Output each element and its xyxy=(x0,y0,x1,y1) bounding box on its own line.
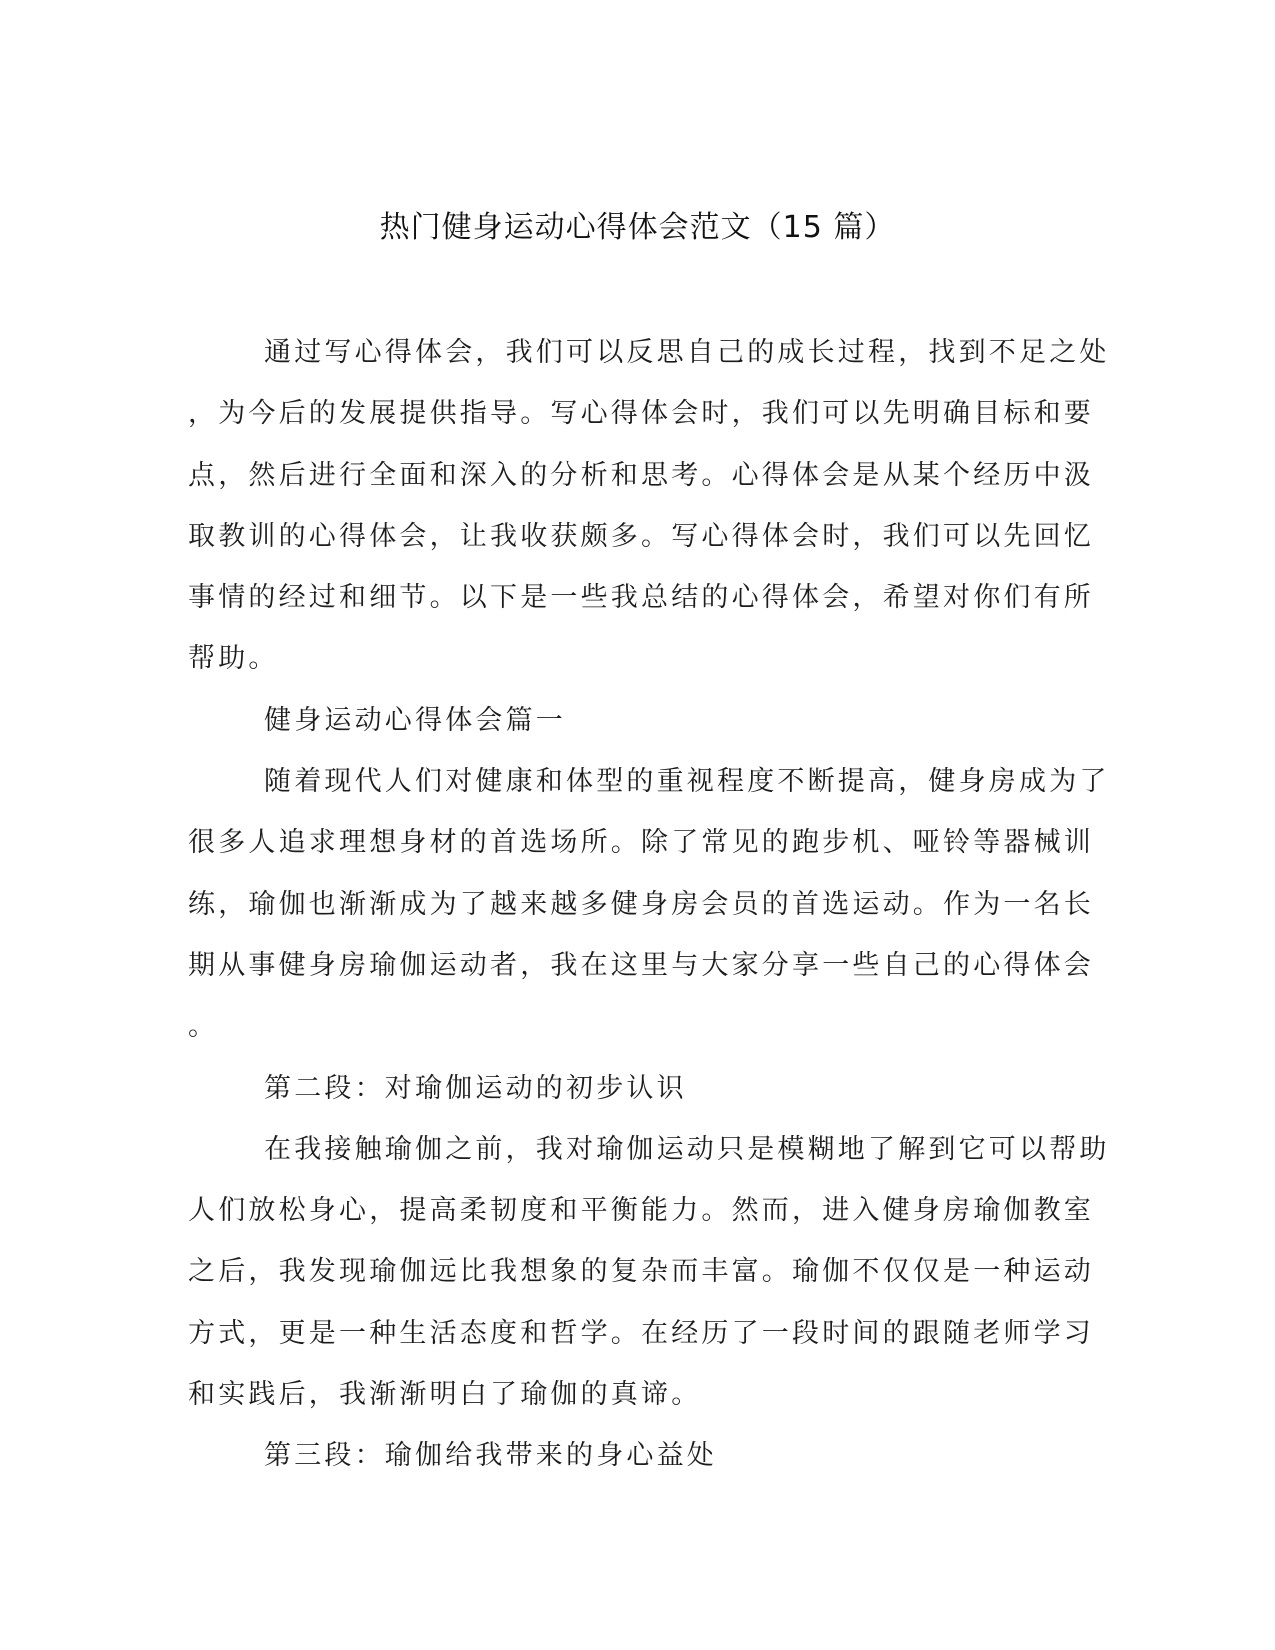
paragraph-2-line: 和实践后，我渐渐明白了瑜伽的真谛。 xyxy=(188,1379,702,1411)
paragraph-1-line: 期从事健身房瑜伽运动者，我在这里与大家分享一些自己的心得体会 xyxy=(188,949,1094,981)
intro-paragraph-line: 通过写心得体会，我们可以反思自己的成长过程，找到不足之处 xyxy=(264,337,1110,368)
intro-paragraph-line: 事情的经过和细节。以下是一些我总结的心得体会，希望对你们有所 xyxy=(188,582,1094,614)
paragraph-1-line: 练，瑜伽也渐渐成为了越来越多健身房会员的首选运动。作为一名长 xyxy=(188,888,1094,920)
document-title: 热门健身运动心得体会范文（15 篇） xyxy=(379,210,896,245)
intro-paragraph-line: 帮助。 xyxy=(188,643,279,675)
paragraph-2-line: 方式，更是一种生活态度和哲学。在经历了一段时间的跟随老师学习 xyxy=(188,1317,1094,1349)
paragraph-1-line: 。 xyxy=(188,1011,219,1043)
intro-paragraph-line: ，为今后的发展提供指导。写心得体会时，我们可以先明确目标和要 xyxy=(188,398,1094,430)
paragraph-2-line: 之后，我发现瑜伽远比我想象的复杂而丰富。瑜伽不仅仅是一种运动 xyxy=(188,1256,1094,1288)
section-heading-2: 第二段：对瑜伽运动的初步认识 xyxy=(264,1072,687,1104)
section-heading-3: 第三段：瑜伽给我带来的身心益处 xyxy=(264,1440,717,1472)
paragraph-2-line: 人们放松身心，提高柔韧度和平衡能力。然而，进入健身房瑜伽教室 xyxy=(188,1195,1094,1227)
section-heading-1: 健身运动心得体会篇一 xyxy=(264,704,566,736)
paragraph-1-line: 很多人追求理想身材的首选场所。除了常见的跑步机、哑铃等器械训 xyxy=(188,827,1094,859)
paragraph-2-line: 在我接触瑜伽之前，我对瑜伽运动只是模糊地了解到它可以帮助 xyxy=(264,1133,1110,1165)
paragraph-1-line: 随着现代人们对健康和体型的重视程度不断提高，健身房成为了 xyxy=(264,766,1110,798)
document-body xyxy=(188,322,1110,1487)
intro-paragraph-line: 取教训的心得体会，让我收获颇多。写心得体会时，我们可以先回忆 xyxy=(188,520,1094,552)
intro-paragraph-line: 点，然后进行全面和深入的分析和思考。心得体会是从某个经历中汲 xyxy=(188,459,1094,491)
